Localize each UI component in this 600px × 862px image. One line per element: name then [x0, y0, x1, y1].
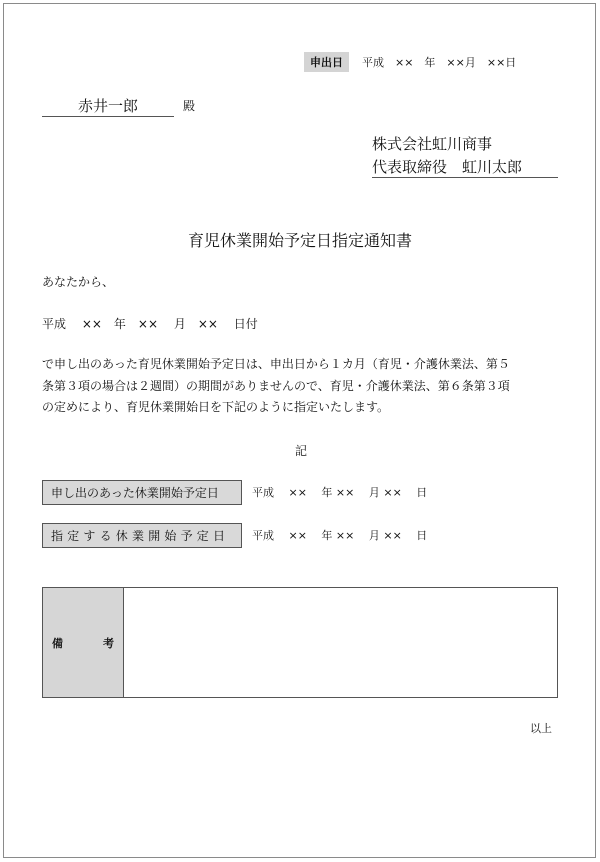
remarks-label: [43, 588, 124, 697]
recipient-name: 赤井一郎: [42, 95, 174, 117]
body-opening: あなたから、: [42, 275, 115, 289]
sender-representative: 代表取締役 虹川太郎: [372, 156, 558, 178]
ki-heading: 記: [295, 444, 308, 458]
sender-company: 株式会社虹川商事: [372, 135, 493, 153]
field-requested-start-label: 申し出のあった休業開始予定日: [42, 480, 242, 505]
document-title: 育児休業開始予定日指定通知書: [187, 231, 412, 250]
remarks-label-right: 考: [103, 636, 114, 650]
body-date-line: 平成 ×× 年 ×× 月 ×× 日付: [42, 317, 258, 331]
body-paragraph-line-2: 条第３項の場合は２週間）の期間がありませんので、育児・介護休業法、第６条第３項: [42, 379, 510, 393]
body-paragraph-line-1: で申し出のあった育児休業開始予定日は、申出日から１カ月（育児・介護休業法、第５: [42, 357, 510, 371]
remarks-content[interactable]: [124, 588, 557, 697]
body-paragraph-line-3: の定めにより、育児休業開始日を下記のように指定いたします。: [42, 400, 390, 414]
field-requested-start-value: 平成 ×× 年 ×× 月 ×× 日: [252, 486, 428, 499]
remarks-box: [42, 587, 558, 698]
remarks-label-left: 備: [52, 636, 63, 650]
document-page: [3, 3, 596, 858]
submission-date-label: 申出日: [304, 52, 349, 72]
recipient-honorific: 殿: [183, 99, 196, 113]
field-designated-start-label: 指定する休業開始予定日: [42, 523, 242, 548]
closing-text: 以上: [530, 722, 552, 735]
field-designated-start-value: 平成 ×× 年 ×× 月 ×× 日: [252, 529, 428, 542]
submission-date-value: 平成 ×× 年 ××月 ××日: [362, 56, 517, 69]
